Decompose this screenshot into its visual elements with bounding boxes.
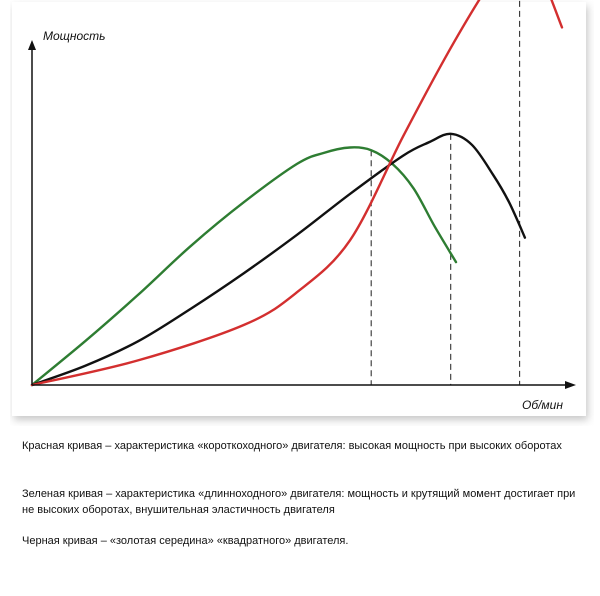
power-curve-figure [10, 0, 594, 426]
caption-black-curve: Черная кривая – «золотая середина» «квадратного» двигателя. [22, 535, 349, 547]
y-axis-title: Мощность [43, 29, 106, 43]
caption-green-curve: Зеленая кривая – характеристика «длинноходного» двигателя: мощность и крутящий момент достигает при не высоких оборотах, внушительная эластичность двигателя [22, 488, 576, 516]
caption-red-curve: Красная кривая – характеристика «короткоходного» двигателя: высокая мощность при высоких оборотах [22, 440, 562, 452]
x-axis-title: Об/мин [522, 398, 563, 412]
power-chart [10, 0, 594, 426]
plot-background [12, 2, 586, 416]
